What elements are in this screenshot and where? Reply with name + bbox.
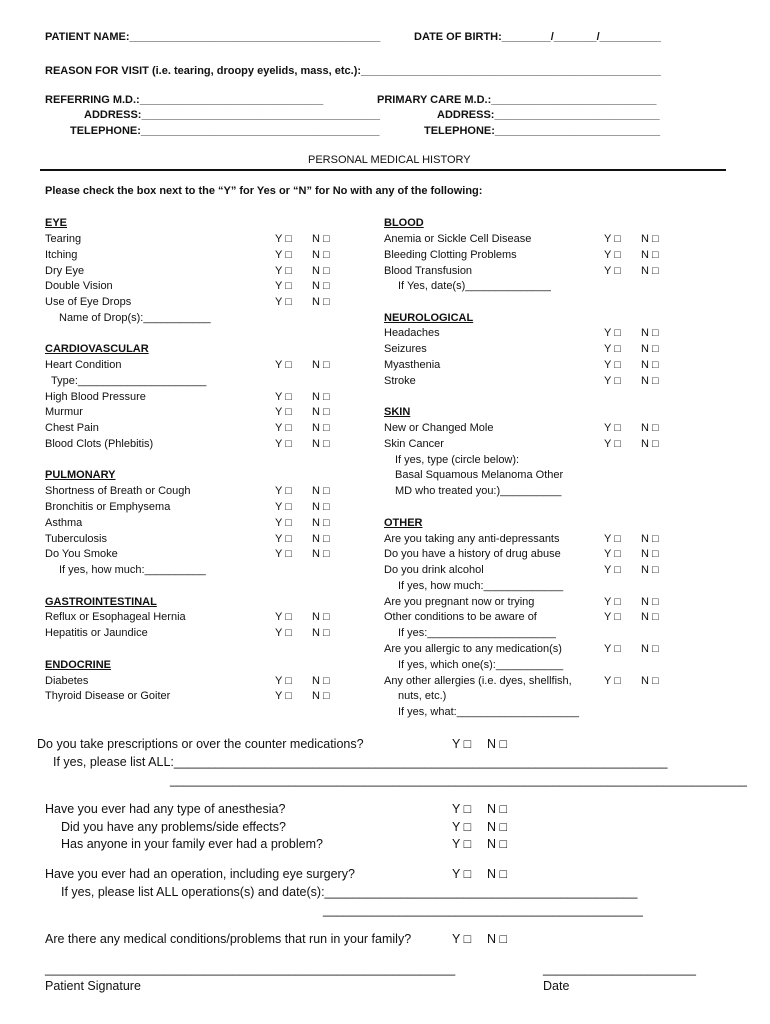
no-checkbox[interactable]: N □ [312, 438, 330, 450]
gastro-item: Hepatitis or Jaundice [45, 627, 148, 639]
yes-checkbox[interactable]: Y □ [275, 391, 292, 403]
no-checkbox[interactable]: N □ [312, 690, 330, 702]
skin-item: New or Changed Mole [384, 422, 494, 434]
no-checkbox[interactable]: N □ [312, 233, 330, 245]
pulmonary-item: Shortness of Breath or Cough [45, 485, 191, 497]
no-checkbox[interactable]: N □ [312, 533, 330, 545]
eye-item: Itching [45, 249, 78, 261]
prescriptions-list-field[interactable]: If yes, please list ALL:_______________________________________________________________________ [53, 755, 668, 769]
instructions-text: Please check the box next to the “Y” for Yes or “N” for No with any of the following: [45, 185, 483, 197]
no-checkbox[interactable]: N □ [312, 627, 330, 639]
smoke-amount-field[interactable]: If yes, how much:__________ [59, 564, 206, 576]
yes-checkbox[interactable]: Y □ [604, 422, 621, 434]
endocrine-item: Diabetes [45, 675, 89, 687]
no-checkbox[interactable]: N □ [312, 265, 330, 277]
other-conditions-field[interactable]: If yes:_____________________ [398, 627, 556, 639]
yes-checkbox[interactable]: Y □ [275, 233, 292, 245]
yes-checkbox[interactable]: Y □ [604, 343, 621, 355]
no-checkbox[interactable]: N □ [641, 438, 659, 450]
other-item: Are you pregnant now or trying [384, 596, 535, 608]
other-item: Do you drink alcohol [384, 564, 484, 576]
pulmonary-item: Bronchitis or Emphysema [45, 501, 171, 513]
no-checkbox[interactable]: N □ [312, 249, 330, 261]
family-conditions-question: Are there any medical conditions/problems that run in your family? [45, 932, 412, 946]
no-checkbox[interactable]: N □ [641, 265, 659, 277]
yes-checkbox[interactable]: Y □ [604, 438, 621, 450]
yes-checkbox[interactable]: Y □ [604, 375, 621, 387]
skin-heading: SKIN [384, 406, 411, 418]
anesthesia-question: Have you ever had any type of anesthesia? [45, 802, 286, 816]
no-checkbox[interactable]: N □ [312, 675, 330, 687]
pulmonary-item: Asthma [45, 517, 83, 529]
anesthesia-problems-question: Did you have any problems/side effects? [61, 820, 286, 834]
no-checkbox[interactable]: N □ [487, 837, 508, 851]
yes-checkbox[interactable]: Y □ [604, 265, 621, 277]
gastro-item: Reflux or Esophageal Hernia [45, 611, 186, 623]
blood-item: Bleeding Clotting Problems [384, 249, 517, 261]
skin-md-field[interactable]: MD who treated you:)__________ [395, 485, 562, 497]
reason-for-visit-field[interactable]: REASON FOR VISIT (i.e. tearing, droopy eyelids, mass, etc.):_________________________________________________ [45, 65, 661, 77]
gastrointestinal-heading: GASTROINTESTINAL [45, 596, 157, 608]
primary-care-telephone-field[interactable]: TELEPHONE:___________________________ [424, 125, 661, 137]
allergic-medication-field[interactable]: If yes, which one(s):___________ [398, 659, 564, 671]
primary-care-address-field[interactable]: ADDRESS:___________________________ [437, 109, 660, 121]
endocrine-heading: ENDOCRINE [45, 659, 112, 671]
no-checkbox[interactable]: N □ [641, 643, 659, 655]
yes-checkbox[interactable]: Y □ [275, 548, 292, 560]
cardiovascular-heading: CARDIOVASCULAR [45, 343, 149, 355]
yes-checkbox[interactable]: Y □ [275, 422, 292, 434]
yes-checkbox[interactable]: Y □ [275, 675, 292, 687]
no-checkbox[interactable]: N □ [487, 737, 508, 751]
date-line[interactable]: ______________________ [543, 962, 696, 976]
prescriptions-list-line[interactable]: ___________________________________________________________________________________ [170, 773, 748, 787]
yes-checkbox[interactable]: Y □ [275, 359, 292, 371]
no-checkbox[interactable]: N □ [641, 233, 659, 245]
no-checkbox[interactable]: N □ [641, 343, 659, 355]
cardio-item: Murmur [45, 406, 83, 418]
cardio-item: Chest Pain [45, 422, 99, 434]
yes-checkbox[interactable]: Y □ [604, 359, 621, 371]
operation-question: Have you ever had an operation, including eye surgery? [45, 867, 355, 881]
yes-checkbox[interactable]: Y □ [275, 627, 292, 639]
no-checkbox[interactable]: N □ [641, 564, 659, 576]
section-title: PERSONAL MEDICAL HISTORY [308, 154, 471, 166]
no-checkbox[interactable]: N □ [641, 533, 659, 545]
referring-telephone-field[interactable]: TELEPHONE:_______________________________________ [70, 125, 380, 137]
no-checkbox[interactable]: N □ [312, 501, 330, 513]
anesthesia-family-question: Has anyone in your family ever had a problem? [61, 837, 323, 851]
yes-checkbox[interactable]: Y □ [275, 611, 292, 623]
no-checkbox[interactable]: N □ [641, 675, 659, 687]
no-checkbox[interactable]: N □ [641, 327, 659, 339]
other-item: Are you taking any anti-depressants [384, 533, 560, 545]
yes-checkbox[interactable]: Y □ [604, 643, 621, 655]
yes-checkbox[interactable]: Y □ [275, 501, 292, 513]
pulmonary-heading: PULMONARY [45, 469, 116, 481]
primary-care-md-field[interactable]: PRIMARY CARE M.D.:___________________________ [377, 94, 657, 106]
yes-checkbox[interactable]: Y □ [604, 327, 621, 339]
yes-checkbox[interactable]: Y □ [275, 265, 292, 277]
neuro-item: Stroke [384, 375, 416, 387]
yes-checkbox[interactable]: Y □ [452, 737, 472, 751]
transfusion-date-field[interactable]: If Yes, date(s)______________ [398, 280, 551, 292]
yes-checkbox[interactable]: Y □ [275, 438, 292, 450]
prescriptions-question: Do you take prescriptions or over the counter medications? [37, 737, 364, 751]
operations-list-line[interactable]: ______________________________________________ [323, 903, 643, 917]
cardio-item: Blood Clots (Phlebitis) [45, 438, 154, 450]
no-checkbox[interactable]: N □ [312, 517, 330, 529]
no-checkbox[interactable]: N □ [487, 932, 508, 946]
signature-label: Patient Signature [45, 979, 141, 993]
yes-checkbox[interactable]: Y □ [604, 533, 621, 545]
blood-item: Blood Transfusion [384, 265, 473, 277]
yes-checkbox[interactable]: Y □ [275, 533, 292, 545]
yes-checkbox[interactable]: Y □ [452, 820, 472, 834]
no-checkbox[interactable]: N □ [312, 485, 330, 497]
pulmonary-item: Tuberculosis [45, 533, 107, 545]
other-item: Other conditions to be aware of [384, 611, 537, 623]
yes-checkbox[interactable]: Y □ [275, 690, 292, 702]
neuro-item: Seizures [384, 343, 427, 355]
eye-drops-name-field[interactable]: Name of Drop(s):___________ [59, 312, 211, 324]
no-checkbox[interactable]: N □ [641, 548, 659, 560]
yes-checkbox[interactable]: Y □ [275, 517, 292, 529]
no-checkbox[interactable]: N □ [312, 548, 330, 560]
no-checkbox[interactable]: N □ [641, 359, 659, 371]
no-checkbox[interactable]: N □ [641, 611, 659, 623]
section-divider [40, 169, 726, 171]
yes-checkbox[interactable]: Y □ [275, 249, 292, 261]
no-checkbox[interactable]: N □ [641, 422, 659, 434]
yes-checkbox[interactable]: Y □ [275, 280, 292, 292]
yes-checkbox[interactable]: Y □ [604, 564, 621, 576]
yes-checkbox[interactable]: Y □ [604, 548, 621, 560]
no-checkbox[interactable]: N □ [312, 422, 330, 434]
eye-item: Double Vision [45, 280, 113, 292]
yes-checkbox[interactable]: Y □ [604, 675, 621, 687]
cardio-item: Heart Condition [45, 359, 122, 371]
other-item: Do you have a history of drug abuse [384, 548, 561, 560]
skin-item: Skin Cancer [384, 438, 444, 450]
no-checkbox[interactable]: N □ [641, 596, 659, 608]
no-checkbox[interactable]: N □ [312, 611, 330, 623]
date-label: Date [543, 979, 570, 993]
eye-item: Dry Eye [45, 265, 85, 277]
no-checkbox[interactable]: N □ [487, 820, 508, 834]
no-checkbox[interactable]: N □ [487, 867, 508, 881]
other-heading: OTHER [384, 517, 423, 529]
alcohol-amount-field[interactable]: If yes, how much:_____________ [398, 580, 564, 592]
yes-checkbox[interactable]: Y □ [604, 233, 621, 245]
yes-checkbox[interactable]: Y □ [604, 596, 621, 608]
other-item: Are you allergic to any medication(s) [384, 643, 562, 655]
no-checkbox[interactable]: N □ [487, 802, 508, 816]
yes-checkbox[interactable]: Y □ [604, 249, 621, 261]
patient-name-field[interactable]: PATIENT NAME:_________________________________________ [45, 31, 381, 43]
no-checkbox[interactable]: N □ [641, 375, 659, 387]
referring-md-field[interactable]: REFERRING M.D.:______________________________ [45, 94, 324, 106]
other-allergies-field[interactable]: If yes, what:____________________ [398, 706, 580, 718]
no-checkbox[interactable]: N □ [312, 359, 330, 371]
skin-type-prompt: If yes, type (circle below): [395, 454, 520, 466]
skin-type-options[interactable]: Basal Squamous Melanoma Other [395, 469, 564, 481]
heart-type-field[interactable]: Type:_____________________ [51, 375, 207, 387]
neuro-item: Myasthenia [384, 359, 441, 371]
yes-checkbox[interactable]: Y □ [275, 406, 292, 418]
blood-item: Anemia or Sickle Cell Disease [384, 233, 532, 245]
neuro-item: Headaches [384, 327, 440, 339]
eye-item: Tearing [45, 233, 82, 245]
no-checkbox[interactable]: N □ [312, 296, 330, 308]
endocrine-item: Thyroid Disease or Goiter [45, 690, 171, 702]
no-checkbox[interactable]: N □ [641, 249, 659, 261]
operations-list-field[interactable]: If yes, please list ALL operations(s) and date(s):_____________________________________________ [61, 885, 638, 899]
referring-address-field[interactable]: ADDRESS:_______________________________________ [84, 109, 381, 121]
no-checkbox[interactable]: N □ [312, 280, 330, 292]
date-of-birth-field[interactable]: DATE OF BIRTH:________/_______/__________ [414, 31, 661, 43]
pulmonary-item: Do You Smoke [45, 548, 118, 560]
other-item: Any other allergies (i.e. dyes, shellfish, [384, 675, 572, 687]
eye-item: Use of Eye Drops [45, 296, 132, 308]
yes-checkbox[interactable]: Y □ [452, 837, 472, 851]
yes-checkbox[interactable]: Y □ [604, 611, 621, 623]
signature-line[interactable]: ___________________________________________________________ [45, 962, 456, 976]
yes-checkbox[interactable]: Y □ [452, 867, 472, 881]
yes-checkbox[interactable]: Y □ [452, 802, 472, 816]
eye-heading: EYE [45, 217, 68, 229]
neurological-heading: NEUROLOGICAL [384, 312, 474, 324]
yes-checkbox[interactable]: Y □ [275, 485, 292, 497]
other-item-continued: nuts, etc.) [398, 690, 447, 702]
cardio-item: High Blood Pressure [45, 391, 146, 403]
yes-checkbox[interactable]: Y □ [275, 296, 292, 308]
yes-checkbox[interactable]: Y □ [452, 932, 472, 946]
no-checkbox[interactable]: N □ [312, 391, 330, 403]
blood-heading: BLOOD [384, 217, 424, 229]
no-checkbox[interactable]: N □ [312, 406, 330, 418]
